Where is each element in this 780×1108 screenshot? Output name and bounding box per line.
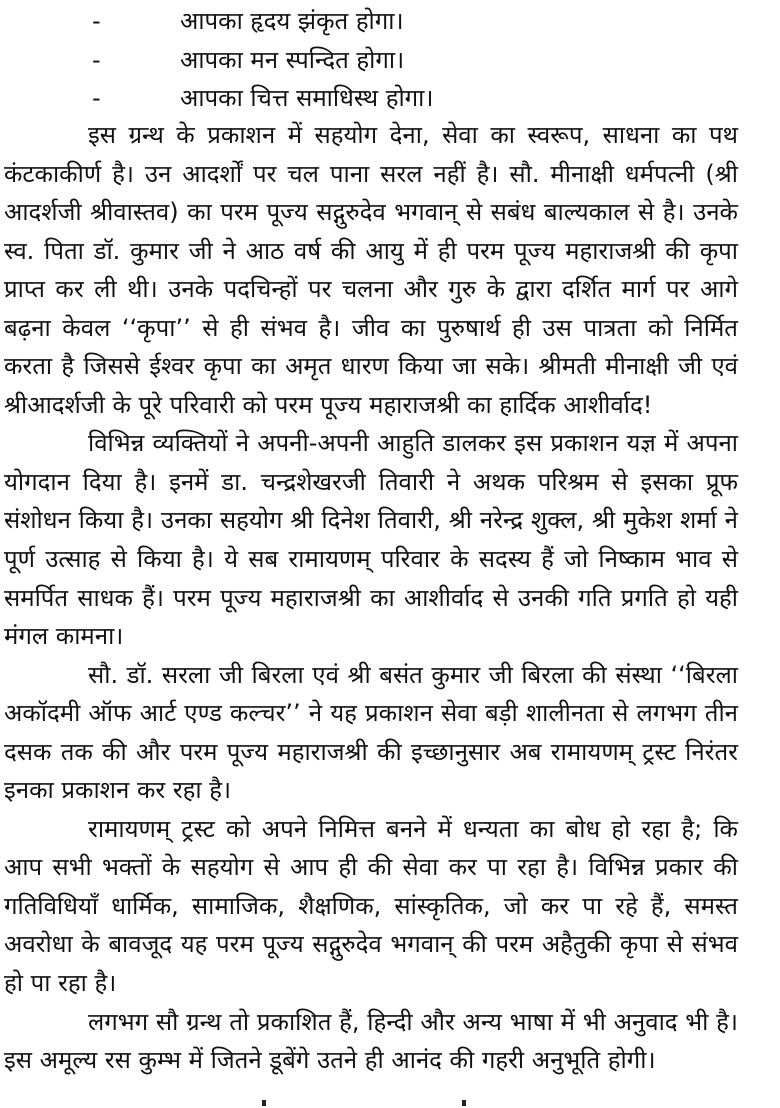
bullet-dash: - <box>92 84 101 112</box>
body-text <box>4 116 738 1080</box>
ink-mark <box>262 1100 266 1106</box>
bullet-dash: - <box>92 45 101 74</box>
bullet-text: आपका मन स्पन्दित होगा। <box>180 45 405 74</box>
paragraph-volunteers: विभिन्न व्यक्तियों ने अपनी-अपनी आहुति डालकर इस प्रकाशन यज्ञ में अपना योगदान दिया है। इनमें डा. चन्द्रशेखरजी तिवारी ने अथक परिश्रम से इसका प्रूफ संशोधन किया है। उनका सहयोग श्री दिनेश तिवारी, श्री नरेन्द्र शुक्ल, श्री मुकेश शर्मा ने पूर्ण उत्साह से किया है। ये सब रामायणम् परिवार के सदस्य हैं जो निष्काम भाव से समर्पित साधक हैं। परम पूज्य महाराजश्री का आशीर्वाद से उनकी गति प्रगति हो यही मंगल कामना। <box>4 429 738 651</box>
bullet-text: आपका चित्त समाधिस्थ होगा। <box>180 84 434 112</box>
bullet-item <box>0 2 780 41</box>
bullet-text: आपका हृदय झंकृत होगा। <box>180 7 404 35</box>
bullet-dash: - <box>92 7 101 35</box>
bullet-item <box>0 79 780 118</box>
bullet-item <box>0 41 780 80</box>
ink-mark <box>462 1100 466 1106</box>
cropped-next-line-marks <box>0 1098 780 1108</box>
bullet-list <box>0 2 780 118</box>
paragraph-ramayanam-trust: रामायणम् ट्रस्ट को अपने निमित्त बनने में धन्यता का बोध हो रहा है; कि आप सभी भक्तों के सहयोग से आप ही की सेवा कर पा रहा है। विभिन्न प्रकार की गतिविधियाँ धार्मिक, सामाजिक, शैक्षणिक, सांस्कृतिक, जो कर पा रहे हैं, समस्त अवरोधा के बावजूद यह परम पूज्य सद्गुरुदेव भगवान् की परम अहैतुकी कृपा से संभव हो पा रहा है। <box>4 814 738 998</box>
paragraph-contribution: इस ग्रन्थ के प्रकाशन में सहयोग देना, सेवा का स्वरूप, साधना का पथ कंटकाकीर्ण है। उन आदर्शों पर चल पाना सरल नहीं है। सौ. मीनाक्षी धर्मपत्नी (श्री आदर्शजी श्रीवास्तव) का परम पूज्य सद्गुरुदेव भगवान् से सबंध बाल्यकाल से है। उनके स्व. पिता डॉ. कुमार जी ने आठ वर्ष की आयु में ही परम पूज्य महाराजश्री की कृपा प्राप्त कर ली थी। उनके पदचिन्हों पर चलना और गुरु के द्वारा दर्शित मार्ग पर आगे बढ़ना केवल ‘‘कृपा’’ से ही संभव है। जीव का पुरुषार्थ ही उस पात्रता को निर्मित करता है जिससे ईश्वर कृपा का अमृत धारण किया जा सके। श्रीमती मीनाक्षी जी एवं श्रीआदर्शजी के पूरे परिवारी को परम पूज्य महाराजश्री का हार्दिक आशीर्वाद! <box>4 121 738 419</box>
paragraph-publications: लगभग सौ ग्रन्थ तो प्रकाशित हैं, हिन्दी और अन्य भाषा में भी अनुवाद भी है। इस अमूल्य रस कुम्भ में जितने डूबेंगे उतने ही आनंद की गहरी अनुभूति होगी। <box>4 1007 738 1075</box>
paragraph-birla-academy: सौ. डॉ. सरला जी बिरला एवं श्री बसंत कुमार जी बिरला की संस्था ‘‘बिरला अकॉदमी ऑफ आर्ट एण्ड कल्चर’’ ने यह प्रकाशन सेवा बड़ी शालीनता से लगभग तीन दसक तक की और परम पूज्य महाराजश्री की इच्छानुसार अब रामायणम् ट्रस्ट निरंतर इनका प्रकाशन कर रहा है। <box>4 660 738 805</box>
